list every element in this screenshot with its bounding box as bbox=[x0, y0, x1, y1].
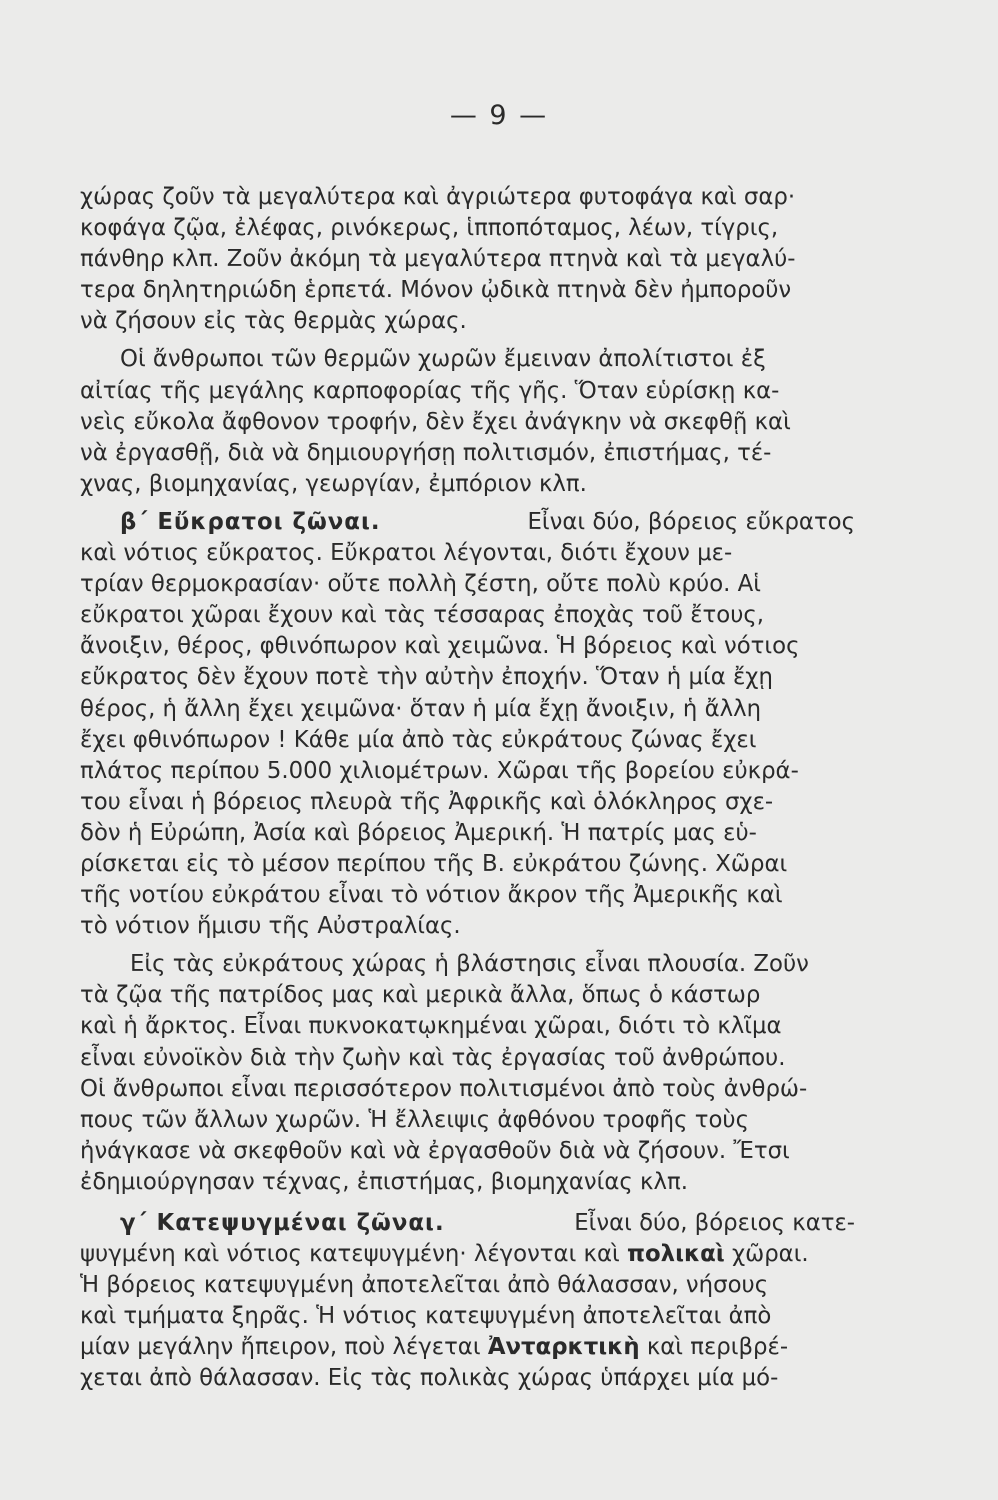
text-line: χώρας ζοῦν τὰ μεγαλύτερα καὶ ἀγριώτερα φυτοφάγα καὶ σαρ· bbox=[80, 184, 796, 210]
text-line: μίαν μεγάλην ἤπειρον, ποὺ λέγεται Ἀνταρκτικὴ καὶ περιβρέ- bbox=[80, 1334, 789, 1361]
text-line: ἄνοιξιν, θέρος, φθινόπωρον καὶ χειμῶνα. Ἡ βόρειος καὶ νότιος bbox=[80, 633, 800, 660]
text-line: αἰτίας τῆς μεγάλης καρποφορίας τῆς γῆς. Ὅταν εὑρίσκῃ κα- bbox=[80, 377, 780, 404]
text-line: δὸν ἡ Εὐρώπη, Ἀσία καὶ βόρειος Ἀμερική. Ἡ πατρίς μας εὑ- bbox=[80, 819, 757, 846]
text-line: Ἡ βόρειος κατεψυγμένη ἀποτελεῖται ἀπὸ θάλασσαν, νήσους bbox=[80, 1272, 769, 1299]
text-line: του εἶναι ἡ βόρειος πλευρὰ τῆς Ἀφρικῆς καὶ ὁλόκληρος σχε- bbox=[80, 788, 774, 815]
text-line: εὔκρατοι χῶραι ἔχουν καὶ τὰς τέσσαρας ἐποχὰς τοῦ ἔτους, bbox=[80, 602, 765, 629]
text-line: ψυγμένη καὶ νότιος κατεψυγμένη· λέγονται καὶ πολικαὶ χῶραι. bbox=[80, 1241, 809, 1268]
text-line: γ΄ Κατεψυγμέναι ζῶναι. Εἶναι δύο, βόρειος κατε- bbox=[80, 1208, 855, 1239]
text-line: πάνθηρ κλπ. Ζοῦν ἀκόμη τὰ μεγαλύτερα πτηνὰ καὶ τὰ μεγαλύ- bbox=[80, 246, 796, 273]
section-heading: β΄ Εὔκρατοι ζῶναι. bbox=[120, 508, 381, 535]
text-line: καὶ ἡ ἄρκτος. Εἶναι πυκνοκατῳκημέναι χῶραι, διότι τὸ κλῖμα bbox=[80, 1013, 782, 1040]
text-line: πλάτος περίπου 5.000 χιλιομέτρων. Χῶραι τῆς βορείου εὐκρά- bbox=[80, 757, 799, 784]
text-line: τῆς νοτίου εὐκράτου εἶναι τὸ νότιον ἄκρον τῆς Ἀμερικῆς καὶ bbox=[80, 882, 783, 909]
text-line: κοφάγα ζῷα, ἐλέφας, ρινόκερως, ἱπποπόταμος, λέων, τίγρις, bbox=[80, 215, 779, 242]
text-line: χνας, βιομηχανίας, γεωργίαν, ἐμπόριον κλπ. bbox=[80, 470, 587, 497]
text-line: νεὶς εὔκολα ἄφθονον τροφήν, δὲν ἔχει ἀνάγκην νὰ σκεφθῇ καὶ bbox=[80, 408, 791, 435]
text-line: τὸ νότιον ἥμισυ τῆς Αὐστραλίας. bbox=[80, 913, 461, 940]
text-line: εἶναι εὐνοϊκὸν διὰ τὴν ζωὴν καὶ τὰς ἐργασίας τοῦ ἀνθρώπου. bbox=[80, 1044, 786, 1071]
body-text bbox=[80, 182, 855, 1395]
text-line: ἔχει φθινόπωρον ! Κάθε μία ἀπὸ τὰς εὐκράτους ζώνας ἔχει bbox=[80, 726, 757, 753]
text-line: τρίαν θερμοκρασίαν· οὔτε πολλὴ ζέστη, οὔτε πολὺ κρύο. Αἱ bbox=[80, 571, 761, 598]
text-line: καὶ νότιος εὔκρατος. Εὔκρατοι λέγονται, διότι ἔχουν με- bbox=[80, 540, 733, 567]
text-line: εὔκρατος δὲν ἔχουν ποτὲ τὴν αὐτὴν ἐποχήν. Ὅταν ἡ μία ἔχῃ bbox=[80, 664, 773, 691]
text-line: τὰ ζῷα τῆς πατρίδος μας καὶ μερικὰ ἄλλα, ὅπως ὁ κάστωρ bbox=[80, 982, 761, 1009]
text-line: χεται ἀπὸ θάλασσαν. Εἰς τὰς πολικὰς χώρας ὑπάρχει μία μό- bbox=[80, 1365, 779, 1392]
section-heading: γ΄ Κατεψυγμέναι ζῶναι. bbox=[120, 1210, 445, 1236]
text-line: Οἱ ἄνθρωποι εἶναι περισσότερον πολιτισμένοι ἀπὸ τοὺς ἀνθρώ- bbox=[80, 1075, 808, 1102]
text-line: ἠνάγκασε νὰ σκεφθοῦν καὶ νὰ ἐργασθοῦν διὰ νὰ ζήσουν. Ἔτσι bbox=[80, 1137, 790, 1164]
text-line: ρίσκεται εἰς τὸ μέσον περίπου τῆς Β. εὐκράτου ζώνης. Χῶραι bbox=[80, 850, 788, 877]
text-line: νὰ ἐργασθῇ, διὰ νὰ δημιουργήσῃ πολιτισμόν, ἐπιστήμας, τέ- bbox=[80, 439, 772, 466]
term-polar: πολικαὶ bbox=[626, 1241, 725, 1268]
text-line: νὰ ζήσουν εἰς τὰς θερμὰς χώρας. bbox=[80, 308, 467, 335]
text-line: θέρος, ἡ ἄλλη ἔχει χειμῶνα· ὅταν ἡ μία ἔχῃ ἄνοιξιν, ἡ ἄλλη bbox=[80, 695, 762, 722]
term-antarctica: Ἀνταρκτικὴ bbox=[487, 1334, 640, 1361]
text-line: β΄ Εὔκρατοι ζῶναι. Εἶναι δύο, βόρειος εὔκρατος bbox=[80, 507, 855, 538]
text-line: ἐδημιούργησαν τέχνας, ἐπιστήμας, βιομηχανίας κλπ. bbox=[80, 1168, 688, 1195]
page-number: — 9 — bbox=[449, 100, 549, 131]
text-line: τερα δηλητηριώδη ἑρπετά. Μόνον ᾠδικὰ πτηνὰ δὲν ἠμποροῦν bbox=[80, 277, 792, 304]
text-line: πους τῶν ἄλλων χωρῶν. Ἡ ἔλλειψις ἀφθόνου τροφῆς τοὺς bbox=[80, 1106, 750, 1133]
text-line: Οἱ ἄνθρωποι τῶν θερμῶν χωρῶν ἔμειναν ἀπολίτιστοι ἐξ bbox=[120, 346, 766, 373]
text-line: Εἰς τὰς εὐκράτους χώρας ἡ βλάστησις εἶναι πλουσία. Ζοῦν bbox=[130, 951, 809, 978]
text-line: καὶ τμήματα ξηρᾶς. Ἡ νότιος κατεψυγμένη ἀποτελεῖται ἀπὸ bbox=[80, 1303, 772, 1330]
